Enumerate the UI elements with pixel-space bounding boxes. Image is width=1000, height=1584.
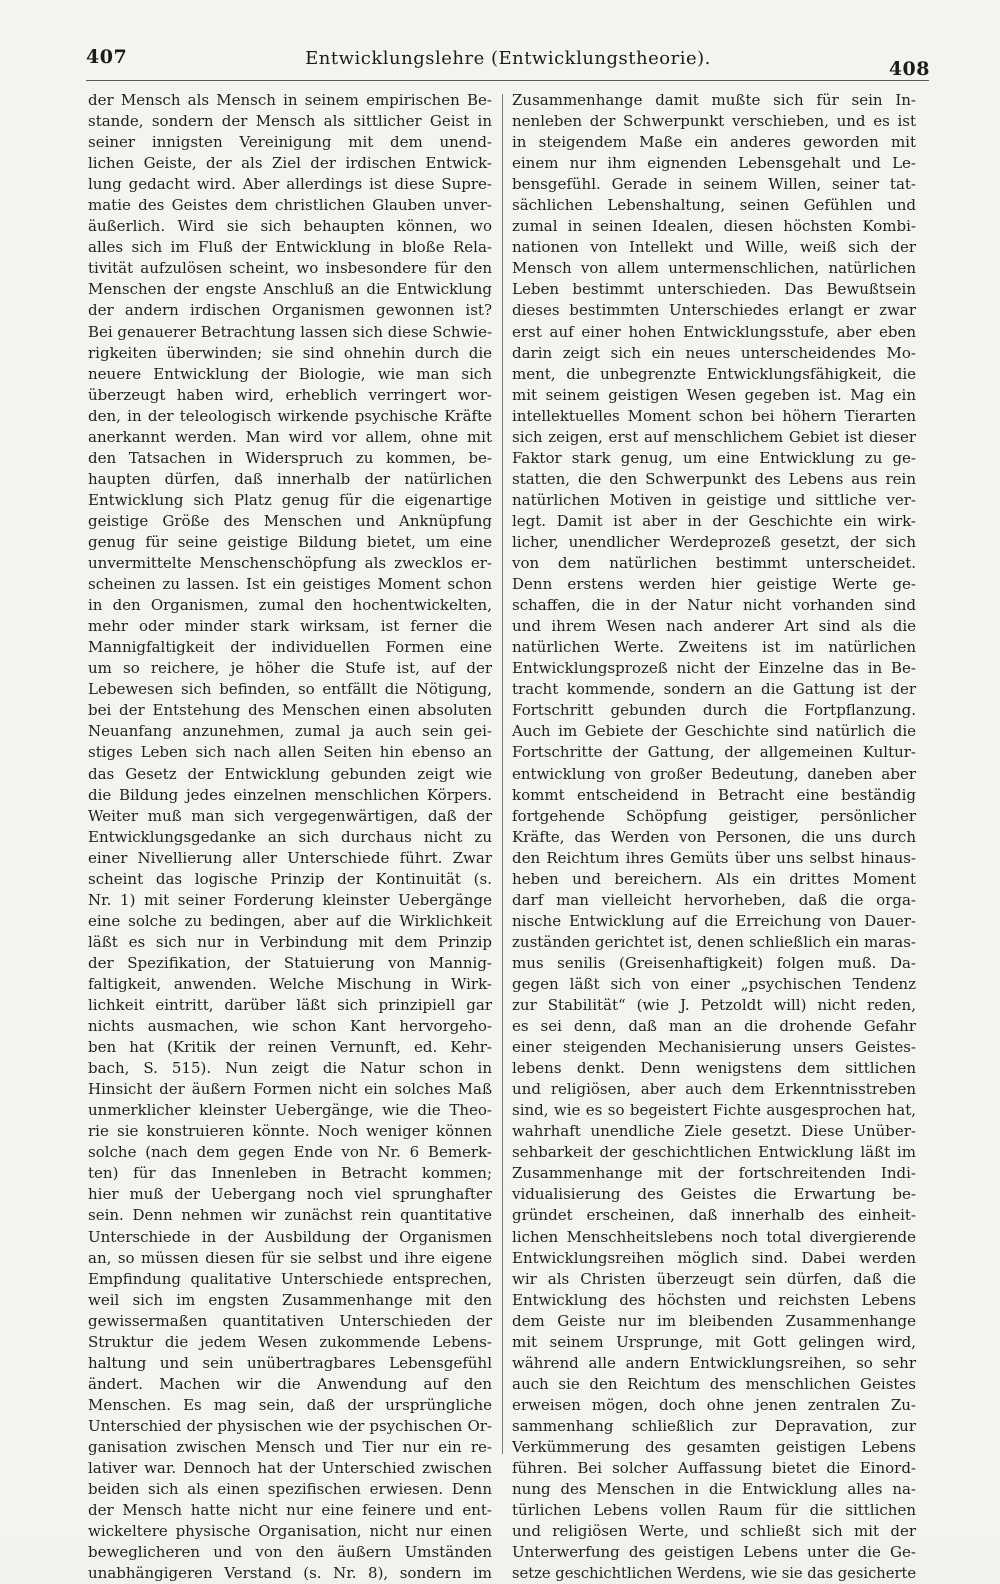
text-line: Unterwerfung des geistigen Lebens unter die Ge- [512,1543,916,1562]
text-line: bensgefühl. Gerade in seinem Willen, seiner tat- [512,175,916,194]
text-line: und religiösen Werte, und schließt sich mit der [512,1522,916,1541]
text-line: natürlichen Motiven in geistige und sittliche ver- [512,490,916,509]
text-line: Unterschied der physischen wie der psychischen Or- [88,1416,492,1435]
text-line: lichkeit eintritt, darüber läßt sich prinzipiell gar [88,996,492,1015]
text-line: natürlichen Werte. Zweitens ist im natürlichen [512,638,916,657]
text-line: es sei denn, daß man an die drohende Gefahr [512,1017,916,1036]
running-title: Entwicklungslehre (Entwicklungstheorie). [305,48,711,69]
text-line: eine solche zu bedingen, aber auf die Wirklichkeit [88,911,492,930]
text-line: Unterschiede in der Ausbildung der Organismen [88,1227,492,1246]
text-line: Weiter muß man sich vergegenwärtigen, daß der [88,806,492,825]
text-line: kommt entscheidend in Betracht eine beständig [512,785,916,804]
text-line: das Gesetz der Entwicklung gebunden zeigt wie [88,764,492,783]
text-line: setze geschichtlichen Werdens, wie sie das gesicherte [512,1565,917,1583]
text-line: den Reichtum ihres Gemüts über uns selbst hinaus- [512,848,916,867]
text-line: gründet erscheinen, daß innerhalb des einheit- [512,1206,916,1225]
text-line: und religiösen, aber auch dem Erkenntnisstreben [512,1080,916,1099]
text-line: darf man vielleicht hervorheben, daß die orga- [512,890,916,909]
text-line: weil sich im engsten Zusammenhange mit den [88,1290,492,1309]
text-line: unabhängigeren Verstand (s. Nr. 8), sondern im [88,1564,492,1583]
text-line: entwicklung von großer Bedeutung, daneben aber [512,764,916,783]
text-line: um so reichere, je höher die Stufe ist, auf der [88,659,492,678]
text-line: überzeugt haben wird, erheblich verringert wor- [88,385,492,404]
text-line: Menschen. Es mag sein, daß der ursprüngliche [88,1395,492,1414]
text-line: den, in der teleologisch wirkende psychische Kräfte [88,406,492,425]
text-line: Entwicklungsprozeß nicht der Einzelne das in Be- [512,659,916,678]
text-line: Neuanfang anzunehmen, zumal ja auch sein gei- [88,722,492,741]
text-line: darin zeigt sich ein neues unterscheidendes Mo- [512,343,916,362]
text-line: unvermittelte Menschenschöpfung als zwecklos er- [88,554,492,573]
text-line: licher, unendlicher Werdeprozeß gesetzt, der sich [512,532,916,551]
text-line: nationen von Intellekt und Wille, weiß sich der [512,238,916,257]
text-line: der andern irdischen Organismen gewonnen ist? [88,301,492,320]
text-line: erst auf einer hohen Entwicklungsstufe, aber eben [512,322,916,341]
text-line: die Bildung jedes einzelnen menschlichen Körpers. [88,785,492,804]
text-line: ten) für das Innenleben in Betracht kommen; [88,1164,492,1183]
text-line: sind, wie es so begeistert Fichte ausgesprochen hat, [512,1101,916,1120]
text-line: bach, S. 515). Nun zeigt die Natur schon in [88,1059,492,1078]
text-line: vidualisierung des Geistes die Erwartung be- [512,1185,916,1204]
text-line: sein. Denn nehmen wir zunächst rein quantitative [88,1206,492,1225]
text-line: Empfindung qualitative Unterschiede entsprechen, [88,1269,492,1288]
page-number-right: 408 [888,58,930,80]
text-line: statten, die den Schwerpunkt des Lebens aus rein [512,469,916,488]
text-line: sich zeigen, erst auf menschlichem Gebiet ist dieser [512,427,916,446]
text-line: bei der Entstehung des Menschen einen absoluten [88,701,492,720]
text-line: Nr. 1) mit seiner Forderung kleinster Uebergänge [88,890,492,909]
text-line: zumal in seinen Idealen, diesen höchsten Kombi- [512,217,916,236]
text-line: intellektuelles Moment schon bei höhern Tierarten [512,406,916,425]
text-line: sächlichen Lebenshaltung, seinen Gefühlen und [512,196,916,215]
text-line: zur Stabilität“ (wie J. Petzoldt will) nicht reden, [512,996,916,1015]
text-line: einer Nivellierung aller Unterschiede führt. Zwar [88,848,492,867]
text-line: haupten dürfen, daß innerhalb der natürlichen [88,469,492,488]
text-line: nenleben der Schwerpunkt verschieben, und es ist [512,112,916,131]
text-line: lichen Geiste, der als Ziel der irdischen Entwick- [88,154,492,173]
text-line: in den Organismen, zumal den hochentwickelten, [88,596,492,615]
text-line: in steigendem Maße ein anderes geworden mit [512,133,916,152]
text-line: genug für seine geistige Bildung bietet, um eine [88,532,492,551]
text-line: seiner innigsten Vereinigung mit dem unend- [88,133,492,152]
text-line: Fortschritt gebunden durch die Fortpflanzung. [512,701,916,720]
text-line: schaffen, die in der Natur nicht vorhanden sind [512,596,916,615]
text-line: nichts ausmachen, wie schon Kant hervorgeho- [88,1017,492,1036]
text-line: wickeltere physische Organisation, nicht nur einen [88,1522,492,1541]
text-line: einem nur ihm eignenden Lebensgehalt und Le- [512,154,916,173]
text-line: tracht kommende, sondern an die Gattung ist der [512,680,916,699]
text-line: Fortschritte der Gattung, der allgemeinen Kultur- [512,743,916,762]
text-line: nung des Menschen in die Entwicklung alles na- [512,1480,916,1499]
header-rule [86,80,929,81]
text-line: alles sich im Fluß der Entwicklung in bloße Rela- [88,238,492,257]
text-line: ganisation zwischen Mensch und Tier nur ein re- [88,1438,492,1456]
text-line: stiges Leben sich nach allen Seiten hin ebenso an [88,743,492,762]
text-line: scheint das logische Prinzip der Kontinuität (s. [88,869,492,888]
left-column [88,90,492,1583]
text-line: ändert. Machen wir die Anwendung auf den [88,1374,492,1393]
text-line: haltung und sein unübertragbares Lebensgefühl [88,1353,492,1372]
text-line: heben und bereichern. Als ein drittes Moment [512,869,916,888]
text-line: Entwicklungsreihen möglich sind. Dabei werden [512,1248,916,1267]
text-line: fortgehende Schöpfung geistiger, persönlicher [512,806,916,825]
text-line: dem Geiste nur im bleibenden Zusammenhange [512,1311,916,1330]
text-line: gegen läßt sich von einer „psychischen Tendenz [512,974,916,993]
text-line: Zusammenhange damit mußte sich für sein In- [512,91,916,109]
text-line: ben hat (Kritik der reinen Vernunft, ed. Kehr- [88,1038,492,1057]
text-line: unmerklicher kleinster Uebergänge, wie die Theo- [88,1101,492,1120]
text-line: lichen Menschheitslebens noch total divergierende [512,1227,916,1246]
text-line: von dem natürlichen bestimmt unterscheidet. [512,554,916,573]
text-line: Mannigfaltigkeit der individuellen Formen eine [88,638,492,657]
text-line: stande, sondern der Mensch als sittlicher Geist in [88,112,492,131]
text-line: zuständen gerichtet ist, denen schließlich ein maras- [512,932,916,951]
page-number-left: 407 [86,46,128,68]
text-line: tivität aufzulösen scheint, wo insbesondere für den [88,259,492,278]
text-line: lebens denkt. Denn wenigstens dem sittlichen [512,1059,916,1078]
text-line: Lebewesen sich befinden, so entfällt die Nötigung, [88,680,492,699]
text-line: der Mensch als Mensch in seinem empirischen Be- [88,91,492,109]
text-line: erweisen mögen, doch ohne jenen zentralen Zu- [512,1395,916,1414]
text-line: führen. Bei solcher Auffassung bietet die Einord- [512,1459,916,1478]
text-line: lativer war. Dennoch hat der Unterschied zwischen [88,1459,492,1478]
text-line: türlichen Lebens vollen Raum für die sittlichen [512,1501,916,1520]
text-line: Struktur die jedem Wesen zukommende Lebens- [88,1332,492,1351]
text-line: wir als Christen überzeugt sein dürfen, daß die [512,1269,916,1288]
text-line: mit seinem geistigen Wesen gegeben ist. Mag ein [512,385,916,404]
text-line: Hinsicht der äußern Formen nicht ein solches Maß [88,1080,492,1099]
text-line: Faktor stark genug, um eine Entwicklung zu ge- [512,448,916,467]
text-line: rigkeiten überwinden; sie sind ohnehin durch die [88,343,492,362]
text-line: an, so müssen diesen für sie selbst und ihre eigene [88,1248,492,1267]
text-line: Denn erstens werden hier geistige Werte ge- [512,575,916,594]
text-line: gewissermaßen quantitativen Unterschieden der [88,1311,492,1330]
text-line: Auch im Gebiete der Geschichte sind natürlich die [512,722,916,741]
right-column [512,90,917,1583]
column-divider [502,94,503,1454]
text-line: sehbarkeit der geschichtlichen Entwicklung läßt im [512,1143,916,1162]
text-line: Bei genauerer Betrachtung lassen sich diese Schwie- [88,322,492,341]
text-line: auch sie den Reichtum des menschlichen Geistes [512,1374,916,1393]
text-line: Entwicklung des höchsten und reichsten Lebens [512,1290,916,1309]
text-line: hier muß der Uebergang noch viel sprunghafter [88,1185,492,1204]
text-line: nische Entwicklung auf die Erreichung von Dauer- [512,911,916,930]
text-line: Verkümmerung des gesamten geistigen Lebens [512,1438,916,1456]
text-line: beweglicheren und von den äußern Umständen [88,1543,492,1562]
text-line: Entwicklung sich Platz genug für die eigenartige [88,490,492,509]
text-line: Menschen der engste Anschluß an die Entwicklung [88,280,492,299]
text-line: Kräfte, das Werden von Personen, die uns durch [512,827,916,846]
text-line: anerkannt werden. Man wird vor allem, ohne mit [88,427,492,446]
text-line: Zusammenhange mit der fortschreitenden Indi- [512,1164,916,1183]
page-header [86,44,930,84]
text-line: mit seinem Ursprunge, mit Gott gelingen wird, [512,1332,916,1351]
text-line: Leben bestimmt unterschieden. Das Bewußtsein [512,280,916,299]
text-line: der Spezifikation, der Statuierung von Mannig- [88,953,492,972]
text-line: faltigkeit, anwenden. Welche Mischung in Wirk- [88,974,492,993]
text-line: geistige Größe des Menschen und Anknüpfung [88,511,492,530]
text-line: während alle andern Entwicklungsreihen, so sehr [512,1353,916,1372]
text-line: einer steigenden Mechanisierung unsers Geistes- [512,1038,916,1057]
text-line: und ihrem Wesen nach anderer Art sind als die [512,617,916,636]
text-line: beiden sich als einen spezifischen erwiesen. Denn [88,1480,492,1499]
text-line: neuere Entwicklung der Biologie, wie man sich [88,364,492,383]
text-line: der Mensch hatte nicht nur eine feinere und ent- [88,1501,492,1520]
text-line: mus senilis (Greisenhaftigkeit) folgen muß. Da- [512,953,916,972]
text-line: den Tatsachen in Widerspruch zu kommen, be- [88,448,492,467]
text-line: legt. Damit ist aber in der Geschichte ein wirk- [512,511,916,530]
text-line: Mensch von allem untermenschlichen, natürlichen [512,259,916,278]
text-line: rie sie konstruieren könnte. Noch weniger können [88,1122,492,1141]
text-line: matie des Geistes dem christlichen Glauben unver- [88,196,492,215]
text-line: äußerlich. Wird sie sich behaupten können, wo [88,217,492,236]
text-line: Entwicklungsgedanke an sich durchaus nicht zu [88,827,492,846]
text-line: scheinen zu lassen. Ist ein geistiges Moment schon [88,575,492,594]
text-line: mehr oder minder stark wirksam, ist ferner die [88,617,492,636]
text-line: ment, die unbegrenzte Entwicklungsfähigkeit, die [512,364,916,383]
text-line: dieses bestimmten Unterschiedes erlangt er zwar [512,301,916,320]
text-line: solche (nach dem gegen Ende von Nr. 6 Bemerk- [88,1143,492,1162]
text-line: läßt es sich nur in Verbindung mit dem Prinzip [88,932,492,951]
text-line: lung gedacht wird. Aber allerdings ist diese Supre- [88,175,492,194]
text-line: wahrhaft unendliche Ziele gesetzt. Diese Unüber- [512,1122,916,1141]
text-line: sammenhang schließlich zur Depravation, zur [512,1416,916,1435]
